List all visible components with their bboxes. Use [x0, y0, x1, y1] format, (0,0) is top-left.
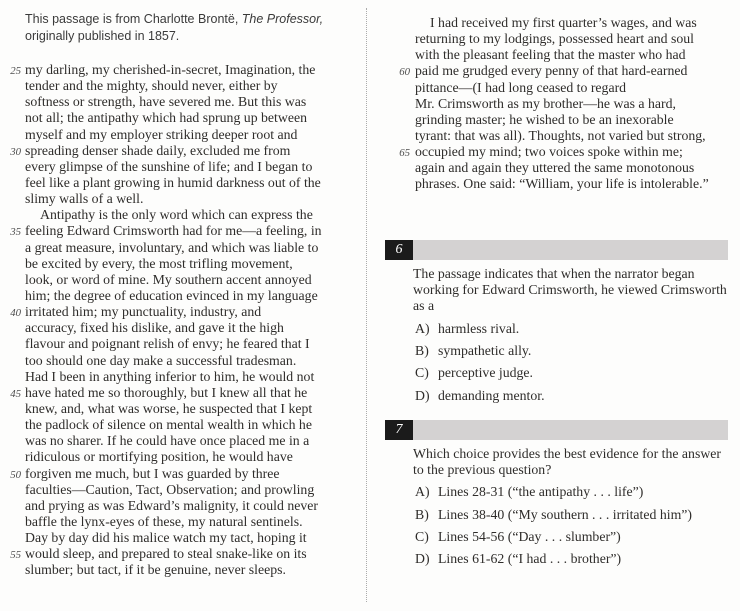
question-bar-fill [413, 420, 728, 440]
choice-row [415, 483, 735, 505]
line-text: paid me grudged every penny of that hard-earned [415, 63, 688, 79]
line-number [7, 256, 21, 272]
line-number [385, 112, 410, 128]
passage-line [7, 433, 363, 449]
passage-line [7, 353, 363, 369]
line-number [385, 128, 410, 144]
passage-line [385, 96, 735, 112]
choice-text: perceptive judge. [438, 365, 534, 381]
line-text: and prying as was Edward’s malignity, it could never [25, 497, 318, 513]
line-number [385, 31, 410, 47]
passage-line [7, 498, 363, 514]
line-text: myself and my employer striking deeper root and [25, 126, 298, 142]
line-text: irritated him; my punctuality, industry, and [25, 304, 262, 320]
intro-line-1 [25, 11, 359, 28]
line-text: again and again they uttered the same monotonous [415, 160, 695, 176]
passage-line [7, 256, 363, 272]
passage-line [385, 112, 735, 128]
line-text: him; the degree of education evinced in my language [25, 287, 318, 303]
passage-line [7, 110, 363, 126]
line-text: I had received my first quarter’s wages, and was [430, 15, 697, 30]
choice-letter: D) [415, 387, 430, 403]
choice-row [415, 528, 735, 550]
passage-line [7, 482, 363, 498]
choice-letter: B) [415, 506, 429, 522]
line-number [385, 15, 410, 31]
passage-line [7, 127, 363, 143]
line-text: softness or strength, have severed me. But this was [25, 94, 307, 110]
passage-line [7, 272, 363, 288]
line-text: baffle the lynx-eyes of these, my natural sentinels. [25, 513, 303, 529]
line-text: knew, and, what was worse, he suspected that I kept [25, 400, 313, 416]
line-text: faculties—Caution, Tact, Observation; and prowling [25, 481, 315, 497]
line-text: was no sharer. If he could have once placed me in a [25, 433, 310, 449]
choice-text: sympathetic ally. [438, 342, 532, 358]
passage-line [7, 288, 363, 304]
line-number [385, 80, 410, 96]
passage-line [385, 15, 735, 31]
question-number-bar [385, 240, 728, 260]
question-stem: The passage indicates that when the narrator began working for Edward Crimsworth, he viewed Crimsworth as a [413, 266, 727, 314]
line-text: a great measure, involuntary, and which was liable to [25, 239, 319, 255]
passage-line [7, 401, 363, 417]
passage-line [7, 143, 363, 159]
line-number: 40 [10, 307, 21, 320]
passage-line [7, 240, 363, 256]
line-number [7, 353, 21, 369]
choice-letter: B) [415, 342, 429, 358]
line-text: ridiculous or mortifying position, he would have [25, 449, 293, 465]
passage-line [385, 144, 735, 160]
line-text: forgiven me much, but I was guarded by three [25, 465, 280, 481]
line-text: not all; the antipathy which had sprung up between [25, 110, 308, 126]
line-text: Had I been in anything inferior to him, he would not [25, 368, 315, 384]
line-text: accuracy, fixed his dislike, and gave it the high [25, 320, 284, 336]
passage-line [385, 31, 735, 47]
line-number [7, 498, 21, 514]
line-text: phrases. One said: “William, your life is intolerable.” [415, 176, 709, 192]
choice-text: Lines 28-31 (“the antipathy . . . life”) [438, 484, 644, 500]
choice-text: harmless rival. [438, 320, 520, 336]
passage-line [7, 336, 363, 352]
choice-list [415, 320, 735, 409]
passage-line [7, 417, 363, 433]
line-number [7, 94, 21, 110]
line-text: slimy walls of a well. [25, 191, 144, 207]
line-number [7, 482, 21, 498]
line-number [7, 272, 21, 288]
line-text: slumber; but tact, if it be genuine, never sleeps. [25, 562, 286, 578]
line-text: occupied my mind; two voices spoke within me; [415, 144, 683, 160]
line-number [7, 336, 21, 352]
line-number [7, 514, 21, 530]
choice-row [415, 320, 735, 342]
line-text: spreading denser shade daily, excluded me from [25, 142, 291, 158]
line-number: 45 [10, 387, 21, 400]
line-number: 65 [399, 147, 410, 160]
passage-column-left [7, 62, 363, 579]
column-divider [366, 8, 367, 602]
choice-row [415, 506, 735, 528]
line-text: Mr. Crimsworth as my brother—he was a hard, [415, 95, 676, 111]
choice-list [415, 483, 735, 572]
line-number [7, 175, 21, 191]
line-number [7, 288, 21, 304]
choice-letter: C) [415, 365, 429, 381]
passage-line [7, 320, 363, 336]
intro-line-2: originally published in 1857. [25, 28, 180, 43]
question-number: 6 [385, 240, 413, 260]
passage-line [385, 63, 735, 79]
line-number [7, 320, 21, 336]
line-number [7, 401, 21, 417]
question-number-bar [385, 420, 728, 440]
line-text: returning to my lodgings, possessed heart and soul [415, 31, 694, 47]
line-number: 30 [10, 145, 21, 158]
choice-text: demanding mentor. [438, 387, 545, 403]
choice-letter: C) [415, 529, 429, 544]
line-number [7, 110, 21, 126]
choice-row [415, 387, 735, 409]
passage-line [385, 128, 735, 144]
line-text: too should one day make a successful tradesman. [25, 352, 297, 368]
passage-line [7, 449, 363, 465]
line-text: pittance—(I had long ceased to regard [415, 79, 627, 95]
passage-line [7, 385, 363, 401]
line-text: Antipathy is the only word which can express the [40, 207, 313, 223]
line-number [7, 417, 21, 433]
line-text: feel like a plant growing in humid darkness out of the [25, 174, 321, 190]
intro-book-title: The Professor, [241, 12, 324, 26]
line-number [7, 127, 21, 143]
choice-letter: D) [415, 551, 430, 567]
choice-row [415, 364, 735, 386]
line-text: look, or word of mine. My southern accent annoyed [25, 271, 312, 287]
question-number: 7 [385, 420, 413, 440]
passage-line [7, 546, 363, 562]
line-text: my darling, my cherished-in-secret, Imagination, the [25, 62, 316, 77]
line-number [385, 47, 410, 63]
passage-line [7, 175, 363, 191]
passage-line [7, 62, 363, 78]
line-text: be excited by every, the most trifling movement, [25, 255, 293, 271]
question-bar-fill [413, 240, 728, 260]
passage-line [7, 530, 363, 546]
line-text: tyrant: that was all). Thoughts, not varied but strong, [415, 127, 706, 143]
intro-source-text: This passage is from Charlotte Brontë, [25, 12, 239, 26]
passage-line [7, 466, 363, 482]
choice-row [415, 342, 735, 364]
line-number: 35 [10, 226, 21, 239]
line-text: flavour and poignant relish of envy; he feared that I [25, 336, 310, 352]
choice-letter: A) [415, 320, 430, 336]
choice-text: Lines 61-62 (“I had . . . brother”) [438, 551, 622, 567]
passage-line [7, 94, 363, 110]
line-number [7, 159, 21, 175]
line-number [7, 562, 21, 578]
line-number: 25 [10, 65, 21, 77]
line-number [385, 176, 410, 192]
passage-line [7, 223, 363, 239]
choice-letter: A) [415, 484, 430, 500]
line-text: every glimpse of the sunshine of life; and I began to [25, 158, 313, 174]
passage-line [385, 80, 735, 96]
line-number [7, 207, 21, 223]
passage-column-right [385, 15, 735, 193]
question-block [385, 420, 735, 573]
line-text: with the pleasant feeling that the master who had [415, 47, 686, 63]
line-number [7, 530, 21, 546]
line-number [385, 160, 410, 176]
passage-line [7, 78, 363, 94]
passage-line [7, 304, 363, 320]
line-text: feeling Edward Crimsworth had for me—a feeling, in [25, 223, 322, 239]
passage-line [7, 369, 363, 385]
line-number: 50 [10, 468, 21, 481]
line-number [7, 78, 21, 94]
question-block [385, 240, 735, 409]
passage-line [7, 562, 363, 578]
line-text: tender and the mighty, should never, either by [25, 78, 278, 94]
question-stem: Which choice provides the best evidence for the answer to the previous question? [413, 446, 722, 478]
line-number [385, 96, 410, 112]
line-text: the padlock of silence on mental wealth in which he [25, 417, 312, 433]
choice-row [415, 550, 735, 572]
passage-line [7, 207, 363, 223]
line-number [7, 433, 21, 449]
line-number: 55 [10, 549, 21, 562]
line-text: would sleep, and prepared to steal snake-like on its [25, 546, 307, 562]
line-text: grinding master; he wished to be an inexorable [415, 111, 674, 127]
line-text: Day by day did his malice watch my tact, hoping it [25, 530, 307, 546]
line-number [7, 240, 21, 256]
passage-line [385, 160, 735, 176]
line-number [7, 191, 21, 207]
line-number [7, 449, 21, 465]
passage-line [7, 159, 363, 175]
choice-text: Lines 54-56 (“Day . . . slumber”) [438, 529, 621, 544]
passage-intro [25, 11, 359, 44]
choice-text: Lines 38-40 (“My southern . . . irritated him”) [438, 506, 693, 522]
passage-line [7, 514, 363, 530]
passage-line [385, 176, 735, 192]
line-text: have hated me so thoroughly, but I knew all that he [25, 384, 308, 400]
line-number: 60 [399, 66, 410, 79]
line-number [7, 369, 21, 385]
passage-line [385, 47, 735, 63]
passage-line [7, 191, 363, 207]
